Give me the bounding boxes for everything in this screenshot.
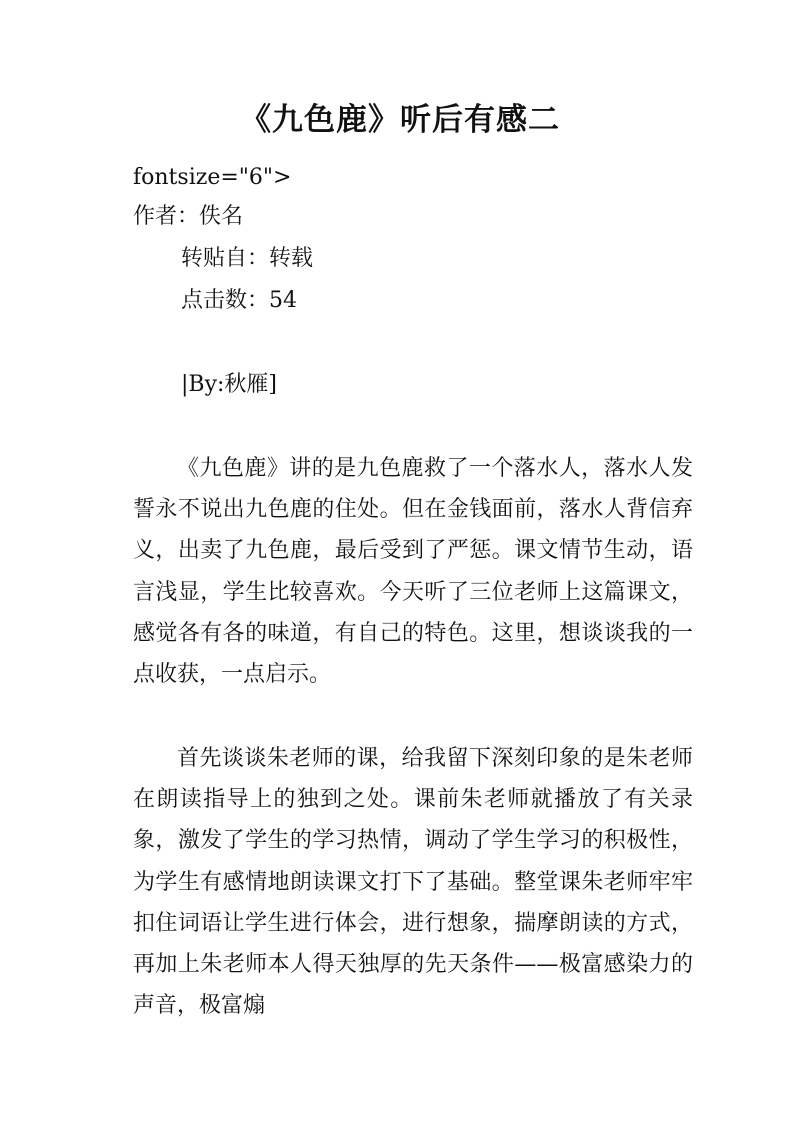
click-count-line: 点击数：54 [181, 288, 297, 313]
fontsize-artifact-line: fontsize="6"> [133, 165, 292, 190]
paragraph-2: 首先谈谈朱老师的课，给我留下深刻印象的是朱老师在朗读指导上的独到之处。课前朱老师就播放了有关录象，激发了学生的学习热情，调动了学生学习的积极性，为学生有感情地朗读课文打下了基础。整堂课朱老师牢牢扣住词语让学生进行体会，进行想象，揣摩朗读的方式，再加上朱老师本人得天独厚的先天条件——极富感染力的声音，极富煽 [133, 746, 693, 1019]
author-line: 作者：佚名 [133, 204, 244, 229]
document-title: 《九色鹿》听后有感二 [240, 102, 560, 138]
byline: |By:秋雁] [181, 372, 278, 397]
repost-source-line: 转贴自：转载 [181, 246, 314, 271]
paragraph-1: 《九色鹿》讲的是九色鹿救了一个落水人，落水人发誓永不说出九色鹿的住处。但在金钱面前，落水人背信弃义，出卖了九色鹿，最后受到了严惩。课文情节生动，语言浅显，学生比较喜欢。今天听了三位老师上这篇课文，感觉各有各的味道，有自己的特色。这里，想谈谈我的一点收获，一点启示。 [133, 456, 693, 688]
